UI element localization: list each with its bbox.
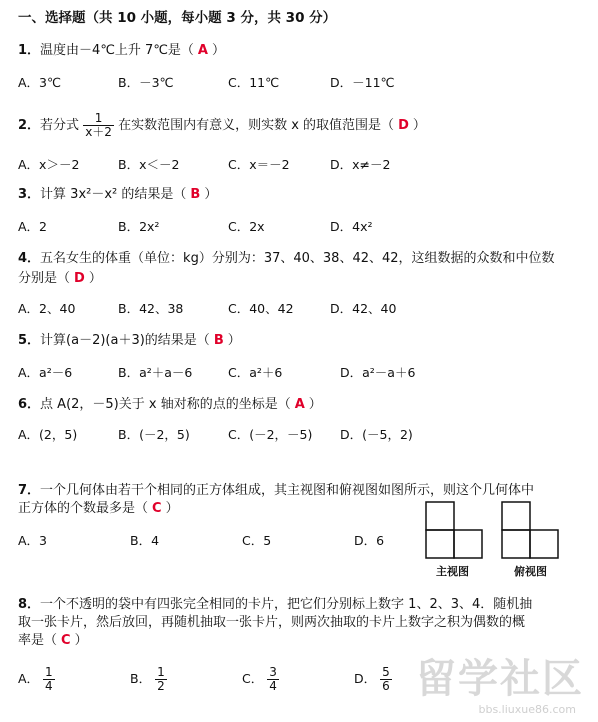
- fraction-numerator: 3: [269, 665, 277, 679]
- front-view-square-bottom-right: [454, 530, 482, 558]
- option-b: B．2x²: [118, 219, 160, 234]
- question-4-line2: [18, 270, 102, 288]
- top-view-label: 俯视图: [514, 565, 547, 578]
- option-b: B．x＜－2: [118, 157, 180, 172]
- option-b: B．(－2，5): [118, 427, 190, 442]
- top-view-square-bottom-right: [530, 530, 558, 558]
- option-a: A．x＞－2: [18, 157, 80, 172]
- option-c: C．5: [242, 533, 272, 548]
- question-7: [18, 482, 534, 500]
- question-6: [18, 396, 322, 414]
- front-view-square-top: [426, 502, 454, 530]
- paren-close: ）: [211, 43, 225, 58]
- answer: C: [152, 501, 162, 516]
- option-label: C．: [242, 671, 264, 686]
- question-text: 一个不透明的袋中有四张完全相同的卡片，把它们分别标上数字 1、2、3、4．随机抽: [40, 597, 533, 612]
- question-number: 1．: [18, 43, 41, 58]
- question-text-cont: 正方体的个数最多是（: [18, 501, 149, 516]
- option-a: A．a²－6: [18, 365, 73, 380]
- question-number: 7．: [18, 483, 41, 498]
- option-c: C．2x: [228, 219, 265, 234]
- question-text-cont: 在实数范围内有意义，则实数 x 的取值范围是（: [118, 118, 395, 133]
- question-text-cont: 率是（: [18, 633, 58, 648]
- option-b: B．a²＋a－6: [118, 365, 193, 380]
- option-b: B．－3℃: [118, 75, 174, 90]
- top-view-square-bottom-left: [502, 530, 530, 558]
- front-view-label: 主视图: [436, 565, 469, 578]
- option-d: D．－11℃: [330, 75, 395, 90]
- answer: C: [61, 633, 71, 648]
- question-8-line2: [18, 614, 525, 632]
- question-2: [18, 112, 426, 139]
- fraction-denominator: x＋2: [85, 125, 112, 139]
- paren-close: ）: [412, 118, 426, 133]
- fraction-numerator: 5: [382, 665, 390, 679]
- question-text: 五名女生的体重（单位：kg）分别为：37、40、38、42、42，这组数据的众数和中位数: [40, 251, 555, 266]
- question-5: [18, 332, 241, 350]
- option-a: A．2、40: [18, 301, 76, 316]
- option-a: [18, 666, 55, 693]
- question-number: 4．: [18, 251, 41, 266]
- option-b: B．42、38: [118, 301, 184, 316]
- option-d: [354, 666, 392, 693]
- fraction-numerator: 1: [157, 665, 165, 679]
- answer: D: [398, 118, 409, 133]
- option-d: D．(－5，2): [340, 427, 413, 442]
- option-b: B．4: [130, 533, 160, 548]
- fraction: [267, 666, 279, 693]
- question-number: 8．: [18, 597, 41, 612]
- question-text-cont: 取一张卡片，然后放回，再随机抽取一张卡片，则两次抽取的卡片上数字之积为偶数的概: [18, 615, 526, 630]
- fraction-numerator: 1: [94, 111, 103, 125]
- question-8: [18, 596, 532, 614]
- option-a: A．3: [18, 533, 48, 548]
- option-a: A．(2，5): [18, 427, 78, 442]
- option-d: D．a²－a＋6: [340, 365, 416, 380]
- option-d: D．4x²: [330, 219, 373, 234]
- option-d: D．x≠－2: [330, 157, 391, 172]
- fraction-numerator: 1: [45, 665, 53, 679]
- option-b: [130, 666, 167, 693]
- question-number: 3．: [18, 187, 41, 202]
- option-label: B．: [130, 671, 152, 686]
- question-3: [18, 186, 217, 204]
- fraction-denominator: 2: [157, 679, 165, 693]
- question-text: 计算 3x²－x² 的结果是（: [40, 187, 187, 202]
- answer: B: [190, 187, 201, 202]
- front-view-figure: [424, 500, 488, 562]
- paren-close: ）: [165, 501, 179, 516]
- option-label: A．: [18, 671, 40, 686]
- fraction-denominator: 4: [269, 679, 277, 693]
- option-c: C．40、42: [228, 301, 294, 316]
- option-a: A．3℃: [18, 75, 62, 90]
- top-view-figure: [500, 500, 564, 562]
- option-a: A．2: [18, 219, 48, 234]
- question-text: 点 A(2，－5)关于 x 轴对称的点的坐标是（: [40, 397, 291, 412]
- question-7-line2: [18, 500, 179, 518]
- option-c: C．(－2，－5): [228, 427, 313, 442]
- paren-close: ）: [74, 633, 88, 648]
- question-number: 2．: [18, 118, 41, 133]
- answer: D: [74, 271, 85, 286]
- question-number: 5．: [18, 333, 41, 348]
- option-d: D．42、40: [330, 301, 397, 316]
- option-label: D．: [354, 671, 377, 686]
- fraction: [83, 112, 114, 139]
- question-text: 计算(a－2)(a＋3)的结果是（: [40, 333, 210, 348]
- question-number: 6．: [18, 397, 41, 412]
- fraction: [380, 666, 392, 693]
- paren-close: ）: [204, 187, 218, 202]
- question-text-cont: 分别是（: [18, 271, 71, 286]
- question-text: 温度由－4℃上升 7℃是（: [40, 43, 194, 58]
- question-text: 若分式: [40, 118, 80, 133]
- top-view-square-top: [502, 502, 530, 530]
- question-8-line3: [18, 632, 88, 650]
- paren-close: ）: [308, 397, 322, 412]
- fraction-denominator: 4: [45, 679, 53, 693]
- paren-close: ）: [227, 333, 241, 348]
- fraction: [43, 666, 55, 693]
- option-c: C．11℃: [228, 75, 280, 90]
- watermark-url: bbs.liuxue86.com: [478, 703, 576, 716]
- question-4: [18, 250, 555, 268]
- section-title: 一、选择题（共 10 小题，每小题 3 分，共 30 分）: [18, 10, 337, 26]
- option-c: C．a²＋6: [228, 365, 283, 380]
- question-1: [18, 42, 225, 60]
- paren-close: ）: [88, 271, 102, 286]
- fraction-denominator: 6: [382, 679, 390, 693]
- question-text: 一个几何体由若干个相同的正方体组成，其主视图和俯视图如图所示，则这个几何体中: [40, 483, 535, 498]
- fraction: [155, 666, 167, 693]
- answer: B: [213, 333, 224, 348]
- option-c: [242, 666, 279, 693]
- option-d: D．6: [354, 533, 385, 548]
- answer: A: [197, 43, 208, 58]
- front-view-square-bottom-left: [426, 530, 454, 558]
- answer: A: [294, 397, 305, 412]
- option-c: C．x＝－2: [228, 157, 290, 172]
- watermark: 留学社区: [416, 656, 584, 702]
